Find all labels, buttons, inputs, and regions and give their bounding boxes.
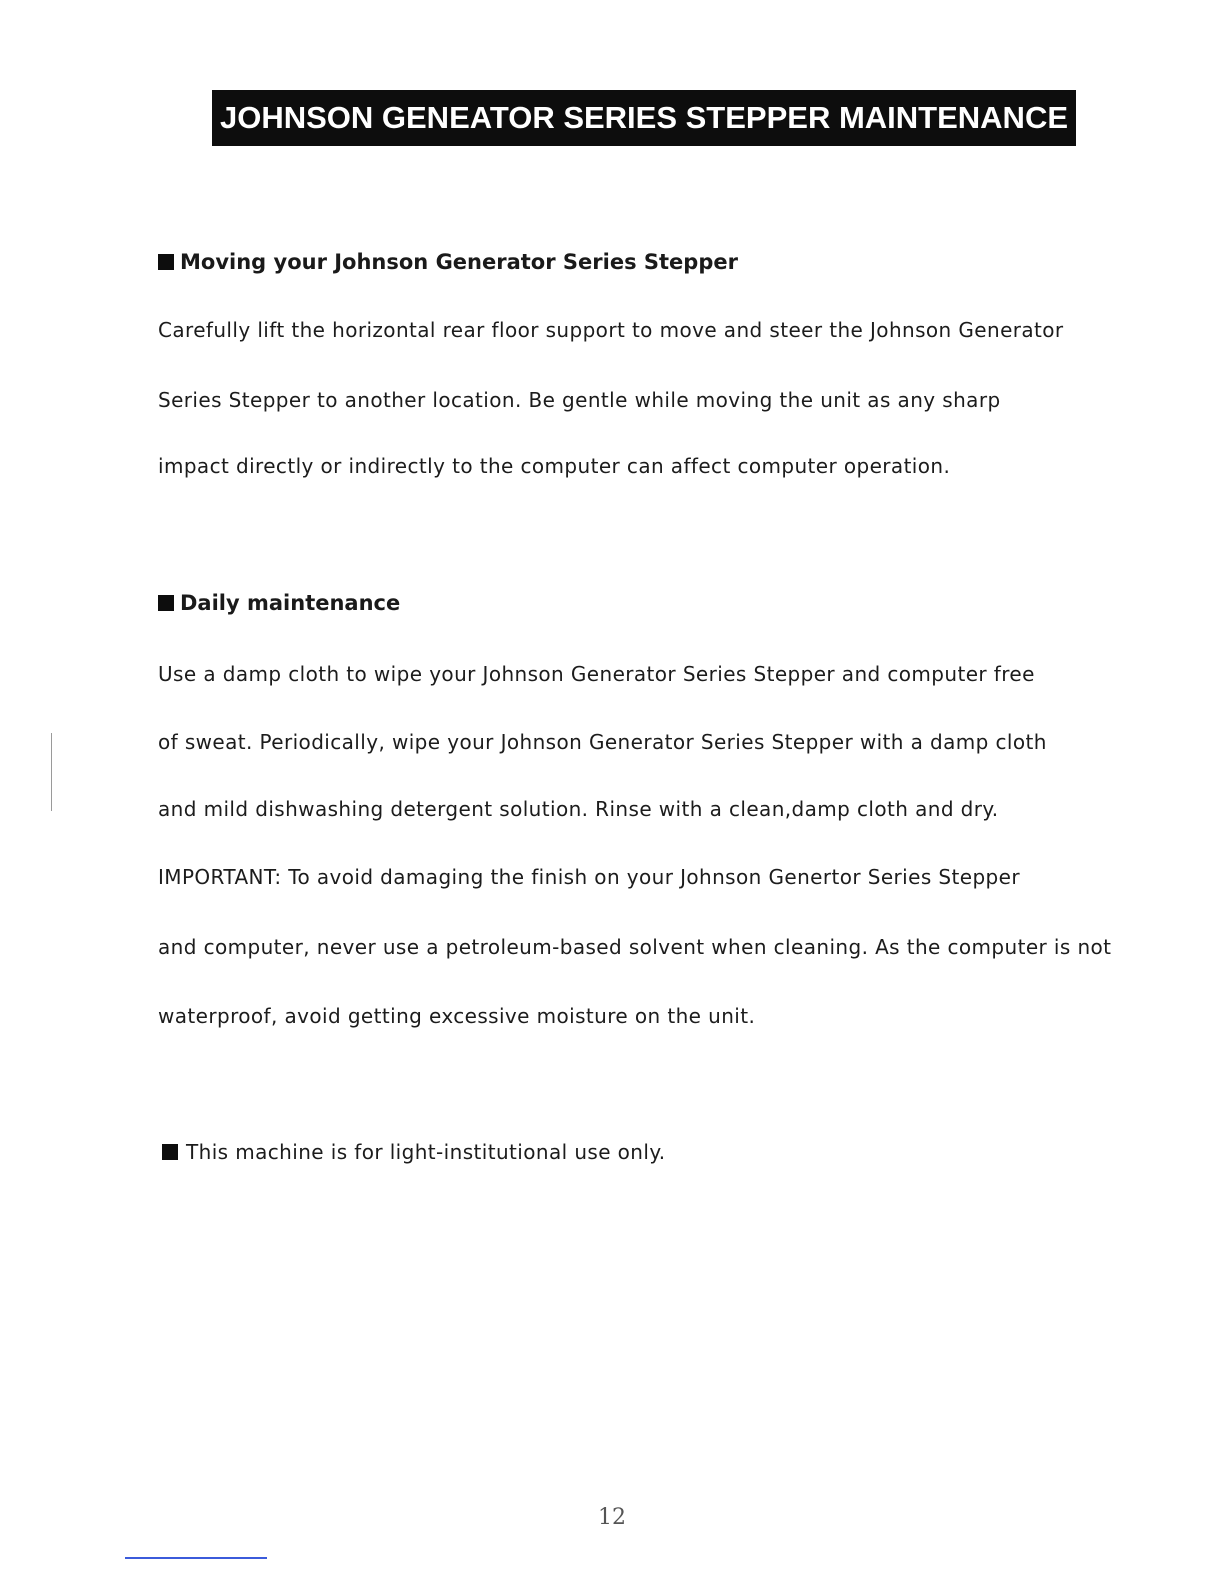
paragraph-line: waterproof, avoid getting excessive moisture on the unit.	[158, 1004, 756, 1028]
page-number: 12	[598, 1505, 626, 1530]
paragraph-line: IMPORTANT: To avoid damaging the finish on your Johnson Genertor Series Stepper	[158, 865, 1020, 889]
page-title: JOHNSON GENEATOR SERIES STEPPER MAINTENANCE	[219, 100, 1069, 135]
footer-rule	[125, 1557, 267, 1559]
paragraph-line: of sweat. Periodically, wipe your Johnson Generator Series Stepper with a damp cloth	[158, 730, 1047, 754]
paragraph-line: and mild dishwashing detergent solution. Rinse with a clean,damp cloth and dry.	[158, 797, 999, 821]
section-heading-daily-maintenance	[158, 591, 400, 615]
margin-scan-mark	[51, 733, 52, 811]
square-bullet-icon	[162, 1144, 178, 1160]
section-heading-text: Moving your Johnson Generator Series Stepper	[180, 250, 738, 274]
section-heading-moving	[158, 250, 738, 274]
usage-note-text: This machine is for light-institutional use only.	[186, 1140, 666, 1164]
section-heading-text: Daily maintenance	[180, 591, 401, 615]
paragraph-line: Series Stepper to another location. Be gentle while moving the unit as any sharp	[158, 388, 1001, 412]
usage-note	[162, 1140, 665, 1164]
square-bullet-icon	[158, 595, 174, 611]
paragraph-line: and computer, never use a petroleum-based solvent when cleaning. As the computer is not	[158, 935, 1112, 959]
paragraph-line: impact directly or indirectly to the computer can affect computer operation.	[158, 454, 951, 478]
paragraph-line: Carefully lift the horizontal rear floor support to move and steer the Johnson Generator	[158, 318, 1064, 342]
square-bullet-icon	[158, 254, 174, 270]
page-title-banner	[212, 90, 1076, 146]
paragraph-line: Use a damp cloth to wipe your Johnson Generator Series Stepper and computer free	[158, 662, 1035, 686]
